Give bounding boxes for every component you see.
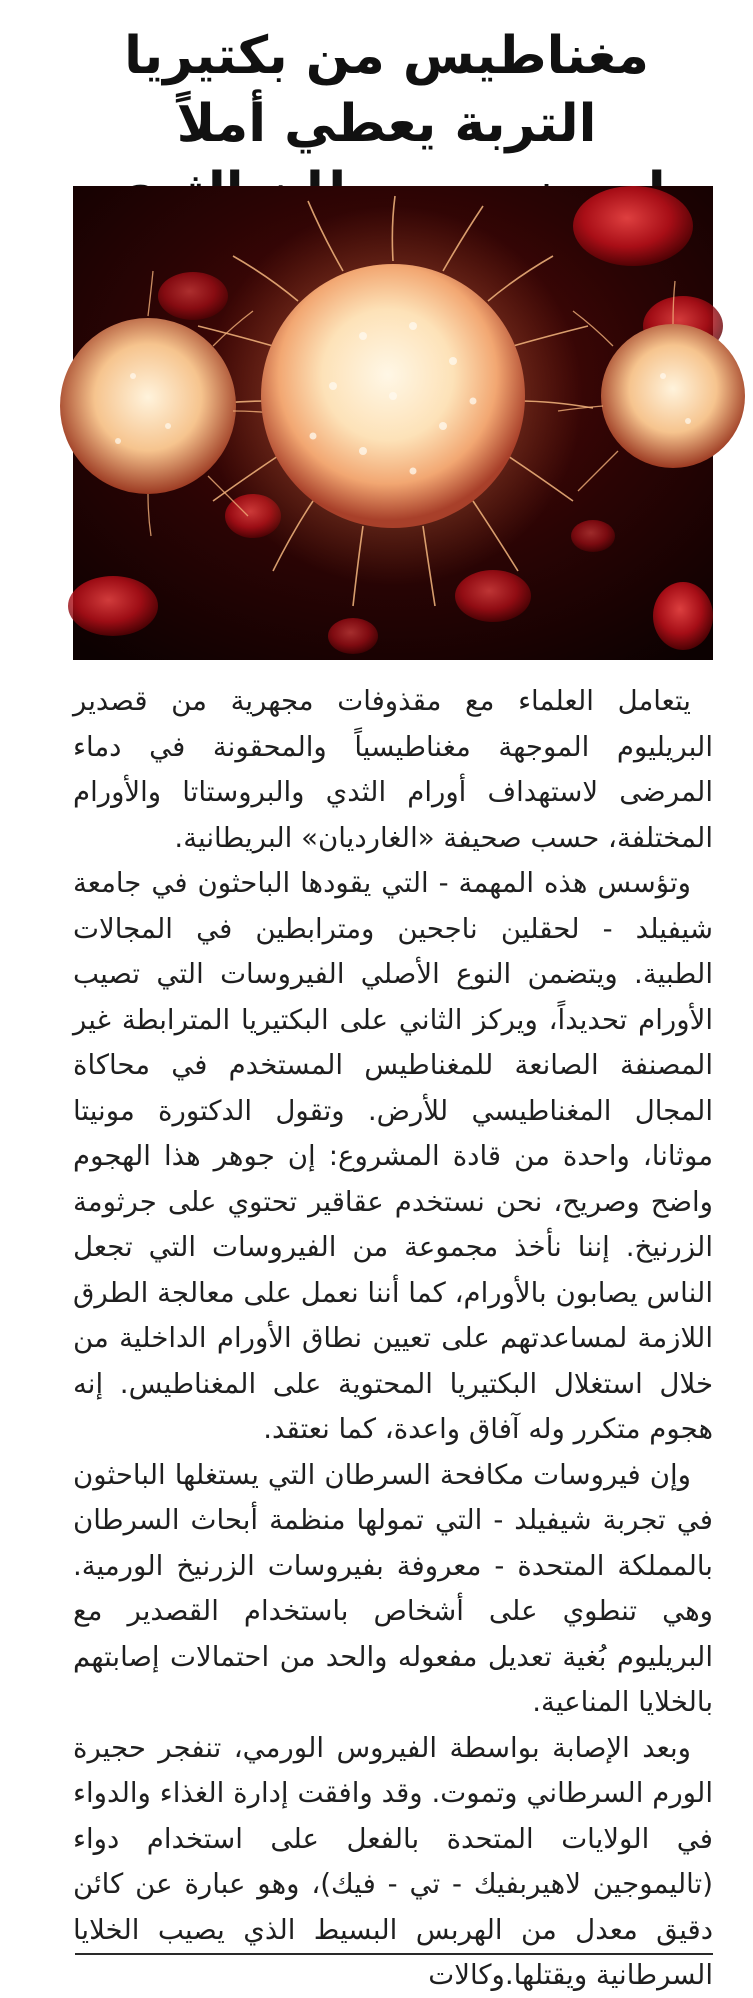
- article-paragraph-3: وإن فيروسات مكافحة السرطان التي يستغلها الباحثون في تجربة شيفيلد - التي تمولها منظمة أبحاث السرطان بالمملكة المتحدة - معروفة بفيروسات الزرنيخ الورمية. وهي تنطوي على أشخاص باستخدام القصدير مع البريليوم بُغية تعديل مفعوله والحد من احتمالات إصابتهم بالخلايا المناعية.: [73, 1457, 713, 1718]
- article-body: [73, 678, 713, 1991]
- cancer-cells-illustration-icon: [73, 186, 713, 660]
- headline-line-1: مغناطيس من بكتيريا التربة يعطي أملاً: [124, 26, 649, 154]
- article-paragraph-2: وتؤسس هذه المهمة - التي يقودها الباحثون في جامعة شيفيلد - لحقلين ناجحين ومترابطين في المجالات الطبية. ويتضمن النوع الأصلي الفيروسات التي تصيب الأورام تحديداً، ويركز الثاني على البكتيريا المترابطة غير المصنفة الصانعة للمغناطيس المستخدم في محاكاة المجال المغناطيسي للأرض. وتقول الدكتورة مونيتا موثانا، واحدة من قادة المشروع: إن جوهر هذا الهجوم واضح وصريح، نحن نستخدم عقاقير تحتوي على جرثومة الزرنيخ. إننا نأخذ مجموعة من الفيروسات التي تجعل الناس يصابون بالأورام، كما أننا نعمل على معالجة الطرق اللازمة لمساعدتهم على تعيين نطاق الأورام الداخلية من خلال استغلال البكتيريا المحتوية على المغناطيس. إنه هجوم متكرر وله آفاق واعدة، كما نعتقد.: [73, 866, 713, 1445]
- cancer-cells-photo: [73, 186, 713, 660]
- article-paragraph-1: يتعامل العلماء مع مقذوفات مجهرية من قصدير البريليوم الموجهة مغناطيسياً والمحقونة في دماء المرضى لاستهداف أورام الثدي والبروستاتا والأورام المختلفة، حسب صحيفة «الغارديان» البريطانية.: [73, 684, 713, 854]
- bottom-divider: [75, 1953, 713, 1955]
- article-paragraph-4: وبعد الإصابة بواسطة الفيروس الورمي، تنفجر حجيرة الورم السرطاني وتموت. وقد وافقت إدارة الغذاء والدواء في الولايات المتحدة بالفعل على استخدام دواء (تاليموجين لاهيربفيك - تي - فيك)، وهو عبارة عن كائن دقيق معدل من الهربس البسيط الذي يصيب الخلايا السرطانية ويقتلها.وكالات: [73, 1730, 713, 1991]
